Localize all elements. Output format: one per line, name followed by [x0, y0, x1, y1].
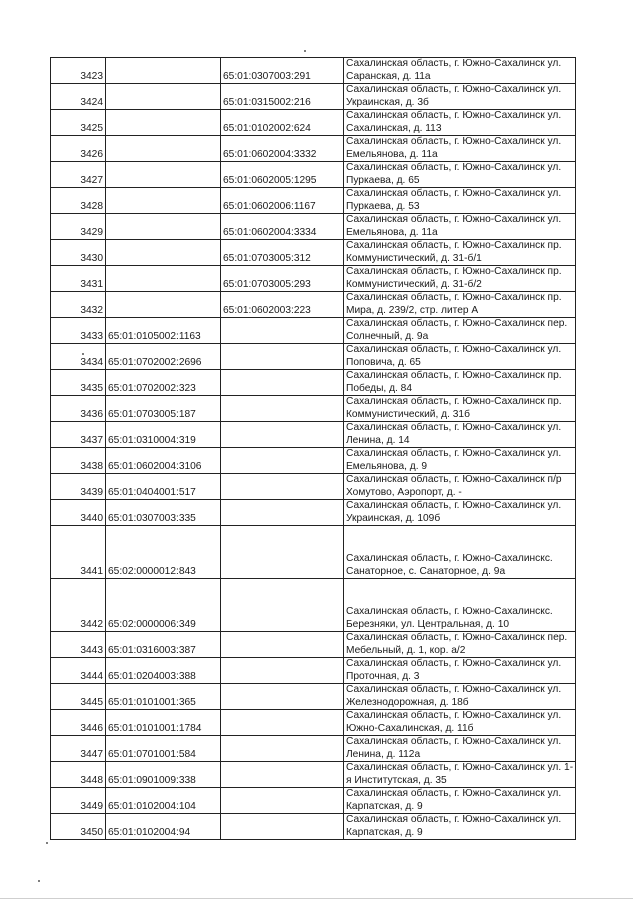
address-cell [344, 632, 576, 658]
cadastral-number-cell: 65:01:0602004:3106 [106, 448, 221, 474]
address-cell [344, 84, 576, 110]
address-cell [344, 814, 576, 840]
cadastral-number-alt-cell [221, 658, 344, 684]
address-line-1: Сахалинская область, г. Южно-Сахалинск пр. [346, 292, 562, 304]
address-cell [344, 762, 576, 788]
address-cell [344, 736, 576, 762]
address-cell [344, 370, 576, 396]
address-cell [344, 214, 576, 240]
address-line-2: Карпатская, д. 9 [346, 800, 423, 812]
table-row [51, 762, 576, 788]
table-row [51, 162, 576, 188]
row-number-cell: 3438 [51, 448, 106, 474]
table-row [51, 370, 576, 396]
address-line-2: Южно-Сахалинская, д. 11б [346, 722, 474, 734]
row-number-cell: 3439 [51, 474, 106, 500]
cadastral-number-cell: 65:01:0204003:388 [106, 658, 221, 684]
cadastral-number-cell: 65:01:0310004:319 [106, 422, 221, 448]
address-line-1: Сахалинская область, г. Южно-Сахалинск ул. [346, 448, 562, 460]
address-line-1: Сахалинская область, г. Южно-Сахалинск ул. [346, 110, 562, 122]
address-line-2: я Институтская, д. 35 [346, 774, 447, 786]
address-line-2: Саранская, д. 11а [346, 70, 431, 82]
cadastral-number-alt-cell: 65:01:0602004:3332 [221, 136, 344, 162]
address-line-2: Коммунистический, д. 31-б/1 [346, 252, 482, 264]
address-cell [344, 162, 576, 188]
row-number-cell: 3436 [51, 396, 106, 422]
address-cell [344, 266, 576, 292]
cadastral-number-alt-cell [221, 684, 344, 710]
cadastral-number-cell [106, 110, 221, 136]
table-row [51, 214, 576, 240]
address-cell [344, 658, 576, 684]
row-number-cell: 3430 [51, 240, 106, 266]
table-row [51, 266, 576, 292]
cadastral-number-alt-cell [221, 632, 344, 658]
address-line-2: Ленина, д. 14 [346, 434, 410, 446]
row-number-cell: 3426 [51, 136, 106, 162]
table-row [51, 188, 576, 214]
table-row [51, 318, 576, 344]
cadastral-number-alt-cell: 65:01:0703005:293 [221, 266, 344, 292]
address-line-1: Сахалинская область, г. Южно-Сахалинскс. [346, 553, 553, 565]
table-row [51, 110, 576, 136]
cadastral-number-alt-cell [221, 500, 344, 526]
cadastral-number-cell: 65:01:0901009:338 [106, 762, 221, 788]
cadastral-number-cell: 65:01:0101001:365 [106, 684, 221, 710]
cadastral-number-alt-cell [221, 736, 344, 762]
address-line-1: Сахалинская область, г. Южно-Сахалинск ул. [346, 136, 562, 148]
address-cell [344, 526, 576, 579]
table-row [51, 500, 576, 526]
address-line-2: Коммунистический, д. 31б [346, 408, 470, 420]
row-number-cell: 3435 [51, 370, 106, 396]
address-line-1: Сахалинская область, г. Южно-Сахалинск ул. [346, 814, 562, 826]
table-row [51, 240, 576, 266]
address-cell [344, 136, 576, 162]
row-number-cell: 3429 [51, 214, 106, 240]
table-row [51, 526, 576, 579]
address-line-2: Санаторное, с. Санаторное, д. 9а [346, 565, 506, 577]
row-number-cell: 3446 [51, 710, 106, 736]
cadastral-number-cell: 65:01:0702002:323 [106, 370, 221, 396]
table-row [51, 448, 576, 474]
table-row [51, 684, 576, 710]
address-line-2: Емельянова, д. 11а [346, 226, 438, 238]
cadastral-number-cell: 65:01:0102004:104 [106, 788, 221, 814]
address-line-1: Сахалинская область, г. Южно-Сахалинск пер. [346, 632, 568, 644]
address-cell [344, 788, 576, 814]
address-line-1: Сахалинская область, г. Южно-Сахалинск пр. [346, 266, 562, 278]
address-line-1: Сахалинская область, г. Южно-Сахалинск пер. [346, 318, 568, 330]
row-number-cell: 3432 [51, 292, 106, 318]
address-cell [344, 292, 576, 318]
cadastral-number-cell: 65:02:0000012:843 [106, 526, 221, 579]
address-line-2: Солнечный, д. 9а [346, 330, 429, 342]
table-row [51, 632, 576, 658]
table-row [51, 344, 576, 370]
address-line-2: Пуркаева, д. 53 [346, 200, 420, 212]
cadastral-number-cell [106, 162, 221, 188]
address-cell [344, 500, 576, 526]
address-cell [344, 684, 576, 710]
cadastral-number-alt-cell [221, 422, 344, 448]
cadastral-number-cell: 65:02:0000006:349 [106, 579, 221, 632]
table-row [51, 814, 576, 840]
table-row [51, 136, 576, 162]
address-line-1: Сахалинская область, г. Южно-Сахалинск ул. [346, 788, 562, 800]
address-cell [344, 396, 576, 422]
address-cell [344, 710, 576, 736]
table-row [51, 788, 576, 814]
address-line-2: Ленина, д. 112а [346, 748, 421, 760]
address-line-2: Коммунистический, д. 31-б/2 [346, 278, 482, 290]
table-row [51, 84, 576, 110]
cadastral-number-alt-cell [221, 396, 344, 422]
cadastral-number-cell [106, 136, 221, 162]
row-number-cell: 3424 [51, 84, 106, 110]
scan-edge-line [0, 898, 633, 899]
row-number-cell: 3433 [51, 318, 106, 344]
address-cell [344, 240, 576, 266]
cadastral-number-alt-cell: 65:01:0602003:223 [221, 292, 344, 318]
address-line-1: Сахалинская область, г. Южно-Сахалинск ул. [346, 658, 562, 670]
row-number-cell: 3434 [51, 344, 106, 370]
cadastral-number-alt-cell [221, 526, 344, 579]
row-number-cell: 3423 [51, 58, 106, 84]
address-line-1: Сахалинская область, г. Южно-Сахалинск ул. [346, 500, 562, 512]
address-line-1: Сахалинская область, г. Южно-Сахалинск ул. [346, 344, 562, 356]
cadastral-number-alt-cell [221, 788, 344, 814]
cadastral-number-alt-cell: 65:01:0315002:216 [221, 84, 344, 110]
scan-speck [82, 353, 84, 355]
row-number-cell: 3443 [51, 632, 106, 658]
address-line-2: Емельянова, д. 11а [346, 148, 438, 160]
address-cell [344, 318, 576, 344]
address-line-2: Железнодорожная, д. 18б [346, 696, 469, 708]
address-line-1: Сахалинская область, г. Южно-Сахалинск п/р [346, 474, 562, 486]
cadastral-number-cell [106, 214, 221, 240]
address-cell [344, 110, 576, 136]
address-line-2: Емельянова, д. 9 [346, 460, 428, 472]
row-number-cell: 3427 [51, 162, 106, 188]
address-line-2: Победы, д. 84 [346, 382, 413, 394]
table-row [51, 292, 576, 318]
address-line-2: Карпатская, д. 9 [346, 826, 423, 838]
address-cell [344, 58, 576, 84]
table-row [51, 579, 576, 632]
address-cell [344, 188, 576, 214]
cadastral-number-cell: 65:01:0703005:187 [106, 396, 221, 422]
address-line-1: Сахалинская область, г. Южно-Сахалинск ул. 1- [346, 762, 574, 774]
cadastral-number-alt-cell: 65:01:0602005:1295 [221, 162, 344, 188]
address-line-2: Поповича, д. 65 [346, 356, 421, 368]
registry-table [50, 57, 576, 840]
cadastral-number-alt-cell: 65:01:0602004:3334 [221, 214, 344, 240]
address-line-1: Сахалинская область, г. Южно-Сахалинск ул. [346, 684, 562, 696]
row-number-cell: 3437 [51, 422, 106, 448]
address-line-1: Сахалинская область, г. Южно-Сахалинск ул. [346, 84, 562, 96]
address-line-1: Сахалинская область, г. Южно-Сахалинскс. [346, 606, 553, 618]
address-line-2: Хомутово, Аэропорт, д. - [346, 486, 462, 498]
row-number-cell: 3442 [51, 579, 106, 632]
cadastral-number-cell [106, 240, 221, 266]
address-line-1: Сахалинская область, г. Южно-Сахалинск ул. [346, 214, 562, 226]
cadastral-number-alt-cell [221, 344, 344, 370]
row-number-cell: 3440 [51, 500, 106, 526]
address-line-2: Украинская, д. 109б [346, 512, 441, 524]
table-row [51, 474, 576, 500]
cadastral-number-cell: 65:01:0101001:1784 [106, 710, 221, 736]
row-number-cell: 3425 [51, 110, 106, 136]
row-number-cell: 3447 [51, 736, 106, 762]
address-line-1: Сахалинская область, г. Южно-Сахалинск ул. [346, 736, 562, 748]
cadastral-number-cell [106, 292, 221, 318]
table-row [51, 710, 576, 736]
table-row [51, 396, 576, 422]
address-line-2: Мира, д. 239/2, стр. литер А [346, 304, 479, 316]
scan-speck [46, 842, 48, 844]
cadastral-number-alt-cell: 65:01:0307003:291 [221, 58, 344, 84]
address-cell [344, 474, 576, 500]
registry-table-body [51, 58, 576, 840]
address-line-2: Проточная, д. 3 [346, 670, 420, 682]
cadastral-number-alt-cell [221, 579, 344, 632]
cadastral-number-alt-cell [221, 814, 344, 840]
cadastral-number-cell [106, 188, 221, 214]
cadastral-number-alt-cell [221, 710, 344, 736]
row-number-cell: 3450 [51, 814, 106, 840]
row-number-cell: 3441 [51, 526, 106, 579]
cadastral-number-alt-cell: 65:01:0602006:1167 [221, 188, 344, 214]
cadastral-number-cell: 65:01:0307003:335 [106, 500, 221, 526]
address-line-2: Березняки, ул. Центральная, д. 10 [346, 618, 510, 630]
cadastral-number-alt-cell [221, 318, 344, 344]
cadastral-number-alt-cell [221, 370, 344, 396]
address-line-1: Сахалинская область, г. Южно-Сахалинск ул. [346, 710, 562, 722]
address-cell [344, 579, 576, 632]
address-line-2: Мебельный, д. 1, кор. а/2 [346, 644, 466, 656]
table-row [51, 58, 576, 84]
row-number-cell: 3448 [51, 762, 106, 788]
address-cell [344, 422, 576, 448]
cadastral-number-alt-cell: 65:01:0102002:624 [221, 110, 344, 136]
address-line-1: Сахалинская область, г. Южно-Сахалинск пр. [346, 370, 562, 382]
row-number-cell: 3444 [51, 658, 106, 684]
address-line-1: Сахалинская область, г. Южно-Сахалинск ул. [346, 58, 562, 70]
cadastral-number-cell: 65:01:0102004:94 [106, 814, 221, 840]
cadastral-number-cell: 65:01:0105002:1163 [106, 318, 221, 344]
address-cell [344, 448, 576, 474]
cadastral-number-alt-cell [221, 762, 344, 788]
cadastral-number-cell [106, 84, 221, 110]
cadastral-number-alt-cell: 65:01:0703005:312 [221, 240, 344, 266]
table-row [51, 736, 576, 762]
cadastral-number-cell: 65:01:0702002:2696 [106, 344, 221, 370]
cadastral-number-cell [106, 58, 221, 84]
cadastral-number-alt-cell [221, 474, 344, 500]
address-line-1: Сахалинская область, г. Южно-Сахалинск ул. [346, 422, 562, 434]
cadastral-number-cell [106, 266, 221, 292]
cadastral-number-alt-cell [221, 448, 344, 474]
cadastral-number-cell: 65:01:0316003:387 [106, 632, 221, 658]
address-line-1: Сахалинская область, г. Южно-Сахалинск ул. [346, 162, 562, 174]
address-line-1: Сахалинская область, г. Южно-Сахалинск пр. [346, 240, 562, 252]
row-number-cell: 3431 [51, 266, 106, 292]
address-line-2: Украинская, д. 3б [346, 96, 429, 108]
address-cell [344, 344, 576, 370]
cadastral-number-cell: 65:01:0701001:584 [106, 736, 221, 762]
row-number-cell: 3449 [51, 788, 106, 814]
table-row [51, 422, 576, 448]
cadastral-number-cell: 65:01:0404001:517 [106, 474, 221, 500]
address-line-2: Сахалинская, д. 113 [346, 122, 442, 134]
address-line-1: Сахалинская область, г. Южно-Сахалинск ул. [346, 188, 562, 200]
scan-speck [304, 50, 306, 52]
address-line-1: Сахалинская область, г. Южно-Сахалинск пр. [346, 396, 562, 408]
row-number-cell: 3445 [51, 684, 106, 710]
row-number-cell: 3428 [51, 188, 106, 214]
scan-speck [38, 880, 40, 882]
table-row [51, 658, 576, 684]
address-line-2: Пуркаева, д. 65 [346, 174, 420, 186]
